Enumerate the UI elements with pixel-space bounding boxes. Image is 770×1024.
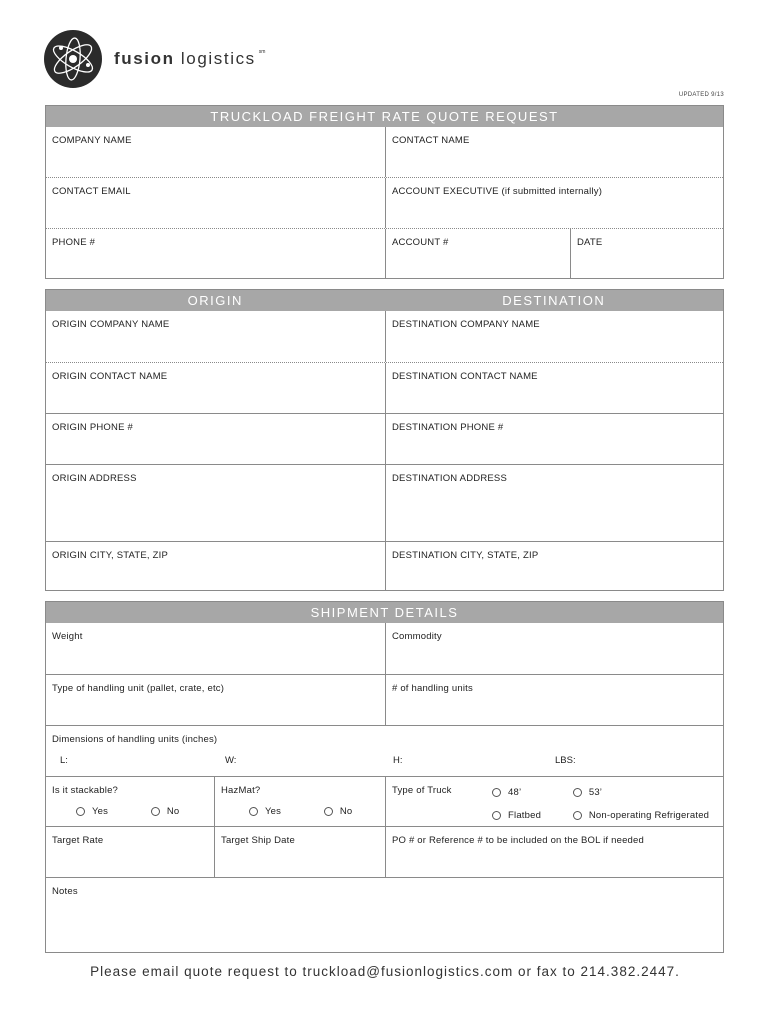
updated-date: UPDATED 9/13: [678, 92, 724, 98]
trademark-mark: sm: [258, 49, 266, 55]
radio-circle-icon: [573, 811, 582, 820]
field-label: Target Ship Date: [221, 835, 295, 846]
form-row: [46, 877, 723, 952]
radio-circle-icon: [76, 807, 85, 816]
truck-reefer-radio[interactable]: [573, 810, 709, 821]
radio-circle-icon: [492, 788, 501, 797]
handling-type-field[interactable]: [46, 675, 385, 725]
phone-field[interactable]: [46, 229, 385, 278]
field-label: DESTINATION PHONE #: [392, 422, 504, 433]
stackable-yes-radio[interactable]: [76, 806, 148, 817]
field-label: ORIGIN PHONE #: [52, 422, 133, 433]
commodity-field[interactable]: [385, 623, 723, 674]
radio-circle-icon: [492, 811, 501, 820]
radio-label: Yes: [265, 806, 282, 817]
destination-title: DESTINATION: [502, 293, 606, 308]
weight-lbs-field[interactable]: LBS:: [555, 755, 576, 766]
brand-name-bold: fusion: [114, 49, 175, 68]
field-label: # of handling units: [392, 683, 473, 694]
field-label: Target Rate: [52, 835, 104, 846]
form-row: [46, 541, 723, 590]
stackable-no-radio[interactable]: [151, 806, 180, 817]
origin-contact-field[interactable]: [46, 363, 385, 413]
origin-phone-field[interactable]: [46, 414, 385, 464]
radio-circle-icon: [324, 807, 333, 816]
form-row: [46, 464, 723, 541]
field-label: CONTACT EMAIL: [52, 186, 131, 197]
radio-label: Flatbed: [508, 810, 542, 821]
radio-circle-icon: [151, 807, 160, 816]
target-rate-field[interactable]: [46, 827, 214, 877]
hazmat-label: HazMat?: [221, 785, 261, 796]
notes-field[interactable]: [46, 878, 723, 952]
form-row: [46, 177, 723, 228]
hazmat-options: [221, 806, 379, 819]
truck-53-radio[interactable]: [573, 787, 602, 798]
origin-address-field[interactable]: [46, 465, 385, 541]
contact-section: [45, 105, 724, 279]
destination-city-field[interactable]: [385, 542, 723, 590]
form-row: [46, 311, 723, 362]
field-label: ACCOUNT EXECUTIVE (if submitted internally): [392, 186, 603, 197]
dimensions-row: [46, 725, 723, 776]
field-label: ORIGIN CITY, STATE, ZIP: [52, 550, 168, 561]
account-executive-field[interactable]: [385, 178, 723, 228]
field-label: DESTINATION COMPANY NAME: [392, 319, 540, 330]
destination-address-field[interactable]: [385, 465, 723, 541]
section-title: TRUCKLOAD FREIGHT RATE QUOTE REQUEST: [46, 106, 723, 127]
hazmat-yes-radio[interactable]: [249, 806, 321, 817]
dimensions-fields: [46, 755, 723, 766]
length-field[interactable]: L:: [60, 755, 68, 766]
radio-label: 48’: [508, 787, 522, 798]
radio-label: Non-operating Refrigerated: [588, 810, 710, 821]
weight-field[interactable]: [46, 623, 385, 674]
destination-company-field[interactable]: [385, 311, 723, 362]
stackable-group: [46, 777, 214, 826]
origin-city-field[interactable]: [46, 542, 385, 590]
route-section: [45, 289, 724, 591]
truck-type-group: [385, 777, 723, 826]
radio-label: Yes: [92, 806, 109, 817]
form-row: [46, 623, 723, 674]
hazmat-no-radio[interactable]: [324, 806, 353, 817]
field-label: ORIGIN ADDRESS: [52, 473, 137, 484]
contact-name-field[interactable]: [385, 127, 723, 177]
field-label: DESTINATION ADDRESS: [392, 473, 508, 484]
radio-label: 53’: [588, 787, 603, 798]
form-row: [46, 228, 723, 278]
radio-label: No: [339, 806, 353, 817]
field-label: Type of handling unit (pallet, crate, etc): [52, 683, 225, 694]
form-row: [46, 413, 723, 464]
radio-label: No: [166, 806, 180, 817]
handling-count-field[interactable]: [385, 675, 723, 725]
field-label: CONTACT NAME: [392, 135, 470, 146]
route-titles: [46, 290, 723, 311]
atom-icon: [44, 30, 102, 88]
shipment-section: [45, 601, 724, 953]
field-label: Weight: [52, 631, 83, 642]
radio-circle-icon: [249, 807, 258, 816]
form-row: [46, 776, 723, 826]
stackable-options: [52, 806, 208, 819]
field-label: ACCOUNT #: [392, 237, 449, 248]
form-row: [46, 362, 723, 413]
footer-instructions: Please email quote request to truckload@fusionlogistics.com or fax to 214.382.2447.: [90, 964, 680, 979]
truck-type-label: Type of Truck: [392, 785, 452, 796]
brand-logo: [44, 30, 265, 88]
section-title: SHIPMENT DETAILS: [46, 602, 723, 623]
field-label: ORIGIN COMPANY NAME: [52, 319, 170, 330]
field-label: ORIGIN CONTACT NAME: [52, 371, 168, 382]
brand-name: [114, 49, 265, 69]
width-field[interactable]: W:: [225, 755, 237, 766]
date-field[interactable]: [570, 229, 723, 278]
form-row: [46, 127, 723, 177]
origin-title: ORIGIN: [187, 293, 243, 308]
form-row: [46, 826, 723, 877]
po-reference-field[interactable]: [385, 827, 723, 877]
company-name-field[interactable]: [46, 127, 385, 177]
truck-48-radio[interactable]: [492, 787, 570, 798]
truck-options: [492, 785, 710, 821]
field-label: Commodity: [392, 631, 442, 642]
stackable-label: Is it stackable?: [52, 785, 119, 796]
account-number-field[interactable]: [385, 229, 570, 278]
hazmat-group: [214, 777, 385, 826]
contact-email-field[interactable]: [46, 178, 385, 228]
field-label: COMPANY NAME: [52, 135, 132, 146]
origin-company-field[interactable]: [46, 311, 385, 362]
destination-contact-field[interactable]: [385, 363, 723, 413]
height-field[interactable]: H:: [393, 755, 403, 766]
target-ship-date-field[interactable]: [214, 827, 385, 877]
radio-circle-icon: [573, 788, 582, 797]
field-label: DESTINATION CITY, STATE, ZIP: [392, 550, 539, 561]
destination-phone-field[interactable]: [385, 414, 723, 464]
dimensions-label: Dimensions of handling units (inches): [52, 734, 218, 745]
field-label: PHONE #: [52, 237, 96, 248]
field-label: DESTINATION CONTACT NAME: [392, 371, 538, 382]
truck-flatbed-radio[interactable]: [492, 810, 570, 821]
field-label: PO # or Reference # to be included on the BOL if needed: [392, 835, 645, 846]
field-label: Notes: [52, 886, 78, 897]
field-label: DATE: [577, 237, 603, 248]
brand-name-light: logistics: [180, 49, 256, 68]
form-row: [46, 674, 723, 725]
